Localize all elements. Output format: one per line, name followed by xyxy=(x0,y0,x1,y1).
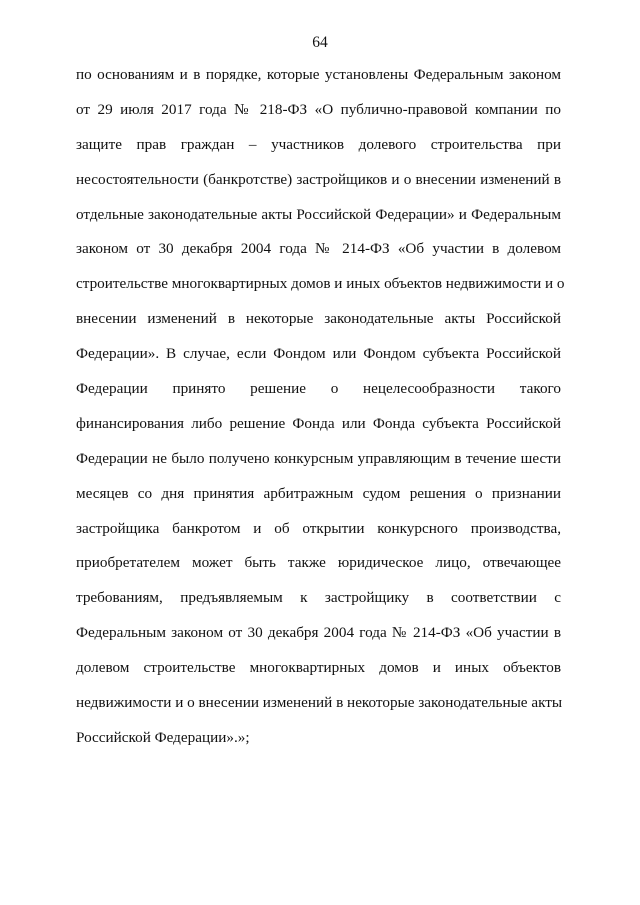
page-number: 64 xyxy=(312,34,328,51)
text-line: защите прав граждан – участников долевого строительства при xyxy=(76,135,561,153)
text-line: строительстве многоквартирных домов и иных объектов недвижимости и о xyxy=(76,275,565,293)
text-line: застройщика банкротом и об открытии конкурсного производства, xyxy=(76,519,561,537)
text-line: Федерации принято решение о нецелесообразности такого xyxy=(76,380,561,398)
text-line: законом от 30 декабря 2004 года № 214-ФЗ «Об участии в долевом xyxy=(76,240,561,258)
text-line: финансирования либо решение Фонда или Фонда субъекта Российской xyxy=(76,414,561,432)
text-line: месяцев со дня принятия арбитражным судом решения о признании xyxy=(76,484,561,502)
text-line: внесении изменений в некоторые законодательные акты Российской xyxy=(76,310,561,328)
text-line: требованиям, предъявляемым к застройщику в соответствии с xyxy=(76,589,561,607)
text-line: Российской Федерации».»; xyxy=(76,728,250,746)
text-line: приобретателем может быть также юридическое лицо, отвечающее xyxy=(76,554,561,572)
text-line: отдельные законодательные акты Российской Федерации» и Федеральным xyxy=(76,205,561,223)
text-line: Федерации». В случае, если Фондом или Фондом субъекта Российской xyxy=(76,345,561,363)
text-line: долевом строительстве многоквартирных домов и иных объектов xyxy=(76,659,561,677)
text-line: по основаниям и в порядке, которые установлены Федеральным законом xyxy=(76,66,561,83)
text-line: от 29 июля 2017 года № 218-ФЗ «О публично-правовой компании по xyxy=(76,100,561,118)
text-line: несостоятельности (банкротстве) застройщиков и о внесении изменений в xyxy=(76,170,561,188)
text-line: недвижимости и о внесении изменений в некоторые законодательные акты xyxy=(76,694,563,712)
text-line: Федерации не было получено конкурсным управляющим в течение шести xyxy=(76,449,561,467)
document-body xyxy=(76,64,565,762)
text-line: Федеральным законом от 30 декабря 2004 года № 214-ФЗ «Об участии в xyxy=(76,624,561,642)
